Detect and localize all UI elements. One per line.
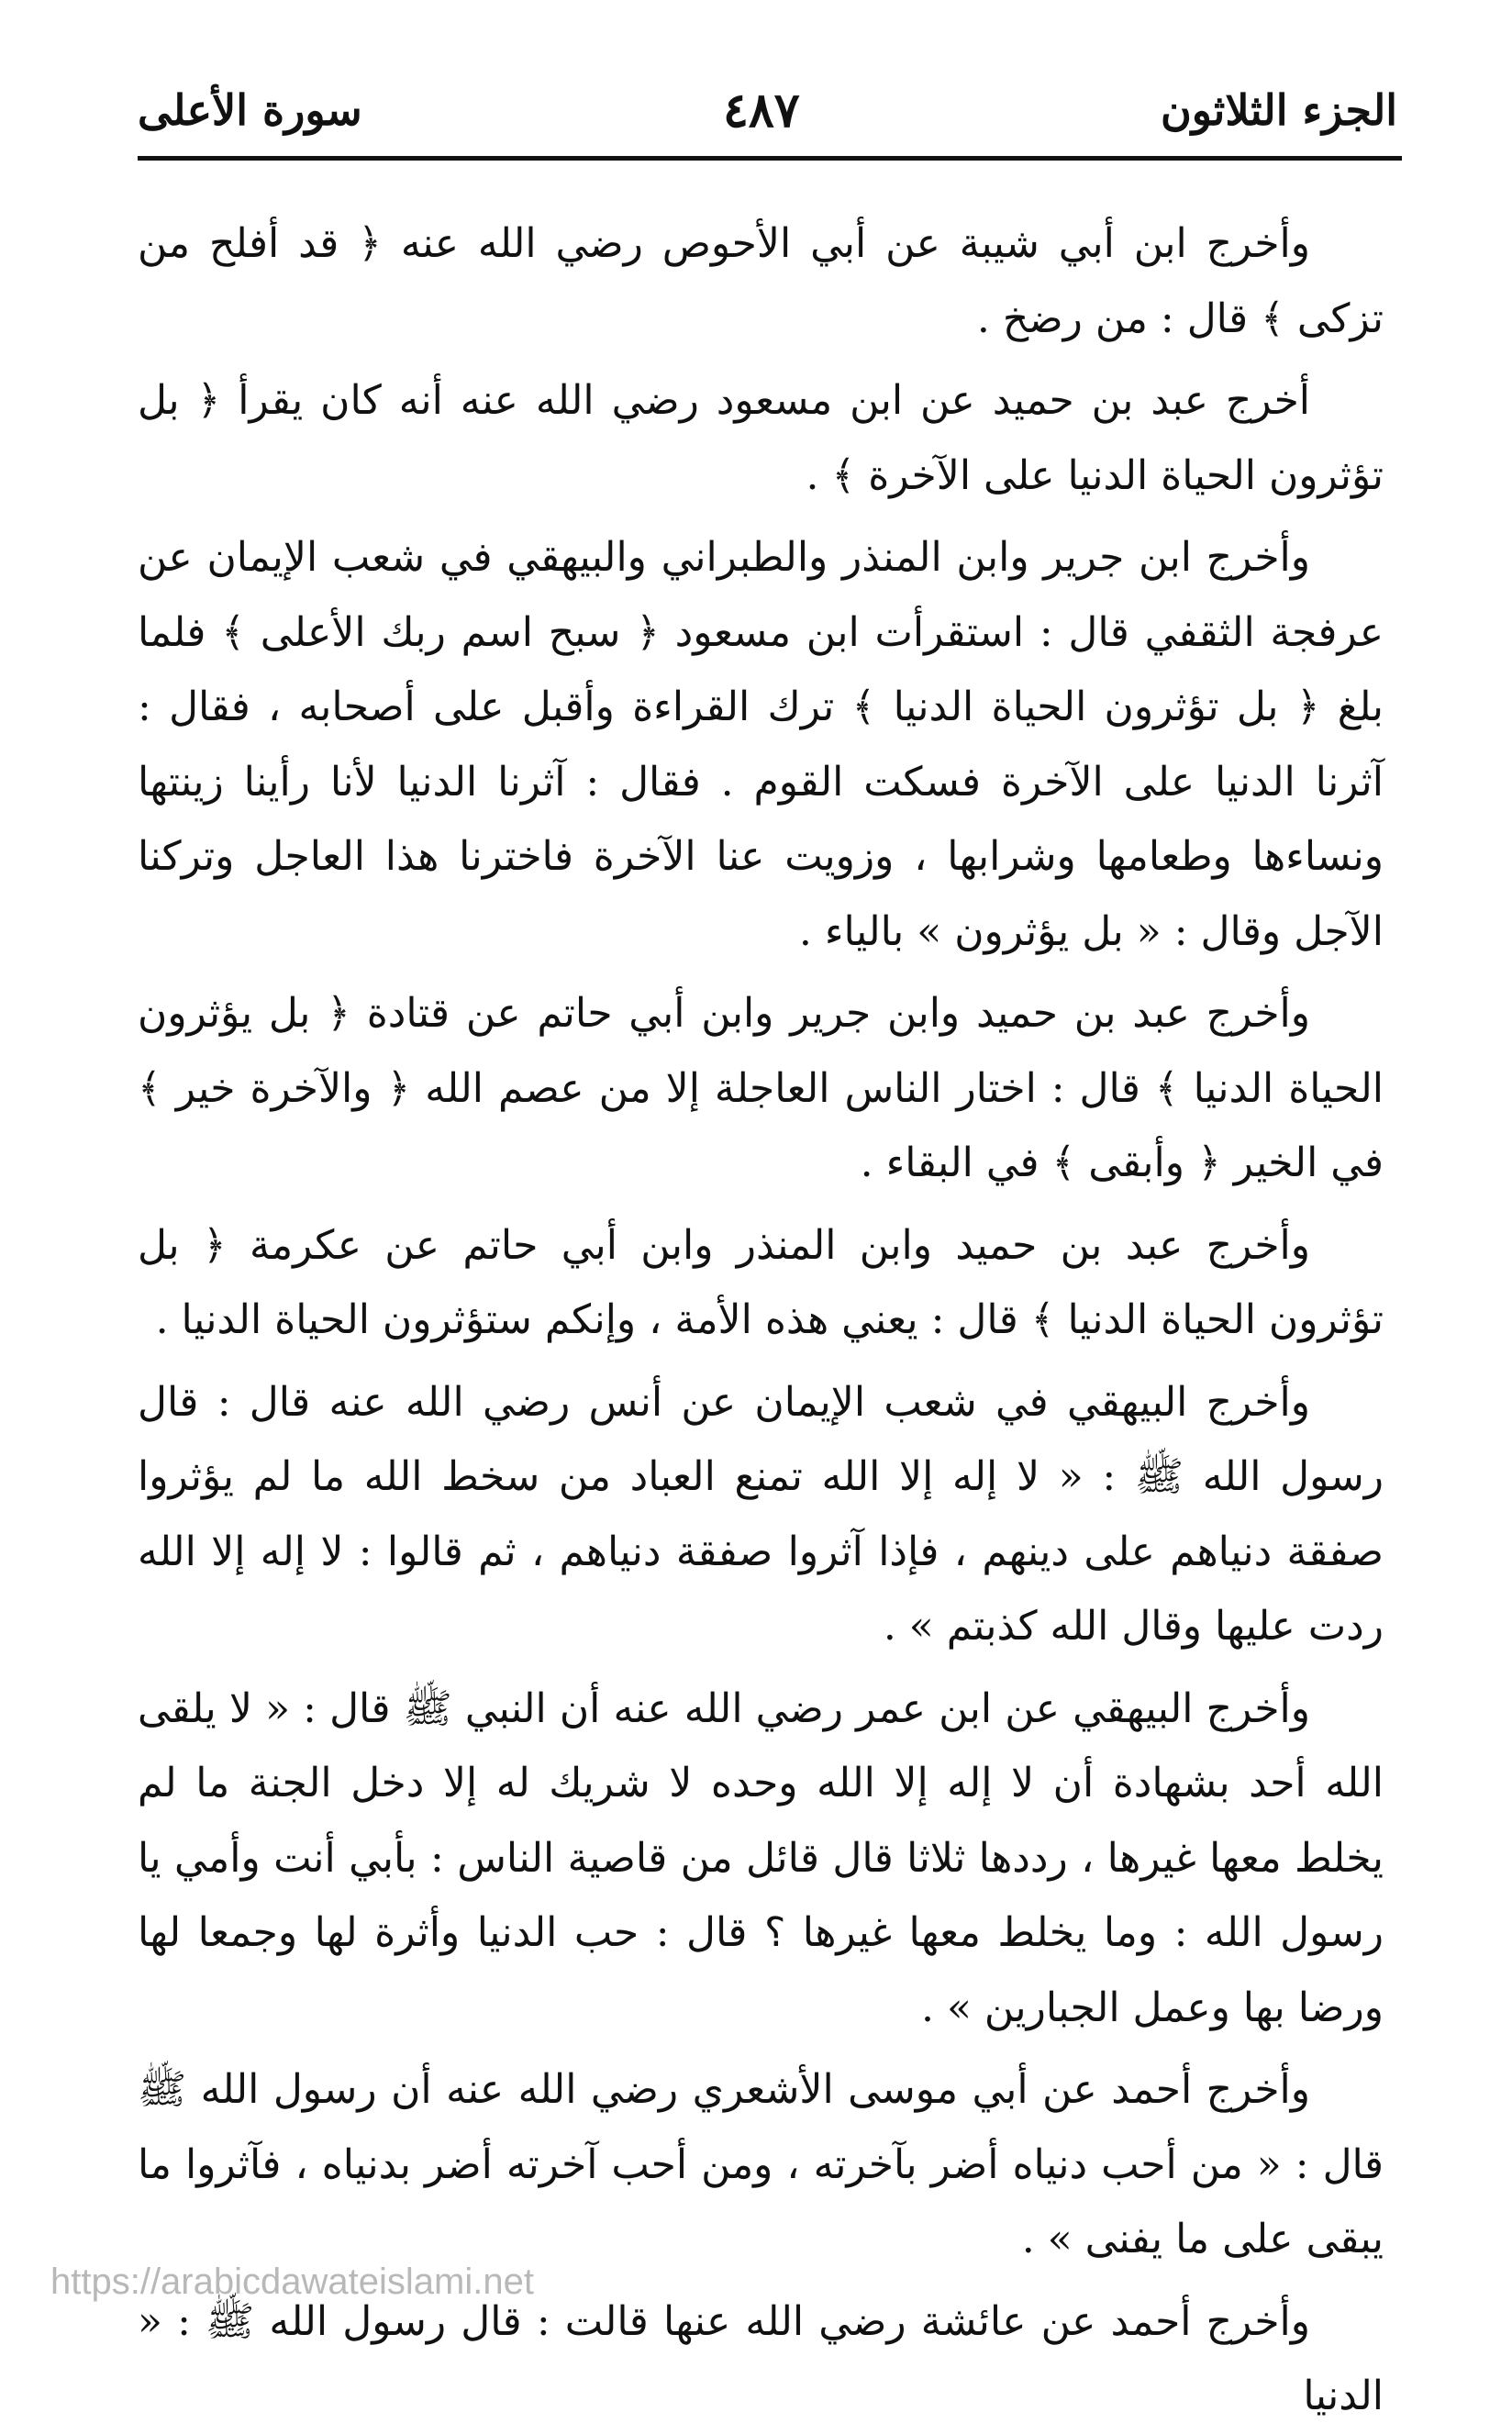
paragraph: وأخرج أحمد عن أبي موسى الأشعري رضي الله عنه أن رسول الله ﷺ قال : « من أحب دنياه أضر بآخرته ، ومن أحب آخرته أضر بدنياه ، فآثروا ما يبقى على ما يفنى » . — [138, 2066, 1384, 2262]
surah-title: سورة الأعلى — [138, 85, 362, 135]
watermark-url: https://arabicdawateislami.net — [50, 2262, 534, 2302]
paragraph: وأخرج أحمد عن عائشة رضي الله عنها قالت : قال رسول الله ﷺ : « الدنيا — [138, 2297, 1384, 2419]
page-header — [138, 64, 1397, 156]
paragraph: وأخرج عبد بن حميد وابن المنذر وابن أبي حاتم عن عكرمة ﴿ بل تؤثرون الحياة الدنيا ﴾ قال : يعني هذه الأمة ، وإنكم ستؤثرون الحياة الدنيا . — [138, 1221, 1384, 1343]
part-title: الجزء الثلاثون — [1161, 85, 1397, 135]
paragraph: وأخرج عبد بن حميد وابن جرير وابن أبي حاتم عن قتادة ﴿ بل يؤثرون الحياة الدنيا ﴾ قال : اختار الناس العاجلة إلا من عصم الله ﴿ والآخرة خير ﴾ في الخير ﴿ وأبقى ﴾ في البقاء . — [138, 990, 1384, 1186]
header-rule — [138, 156, 1402, 161]
paragraph: وأخرج ابن جرير وابن المنذر والطبراني والبيهقي في شعب الإيمان عن عرفجة الثقفي قال : استقرأت ابن مسعود ﴿ سبح اسم ربك الأعلى ﴾ فلما بلغ ﴿ بل تؤثرون الحياة الدنيا ﴾ ترك القراءة وأقبل على أصحابه ، فقال : آثرنا الدنيا على الآخرة فسكت القوم . فقال : آثرنا الدنيا لأنا رأينا زينتها ونساءها وطعامها وشرابها ، وزويت عنا الآخرة فاخترنا هذا العاجل وتركنا الآجل وقال : « بل يؤثرون » بالياء . — [138, 534, 1384, 955]
page-number: ٤٨٧ — [722, 82, 800, 139]
page-body — [138, 206, 1384, 2434]
paragraph: وأخرج البيهقي عن ابن عمر رضي الله عنه أن النبي ﷺ قال : « لا يلقى الله أحد بشهادة أن لا إله إلا الله وحده لا شريك له إلا دخل الجنة ما لم يخلط معها غيرها ، رددها ثلاثا قال قائل من قاصية الناس : بأبي أنت وأمي يا رسول الله : وما يخلط معها غيرها ؟ قال : حب الدنيا وأثرة لها وجمعا لها ورضا بها وعمل الجبارين » . — [138, 1684, 1384, 2031]
paragraph: وأخرج ابن أبي شيبة عن أبي الأحوص رضي الله عنه ﴿ قد أفلح من تزكى ﴾ قال : من رضخ . — [138, 220, 1384, 342]
paragraph: وأخرج البيهقي في شعب الإيمان عن أنس رضي الله عنه قال : قال رسول الله ﷺ : « لا إله إلا الله تمنع العباد من سخط الله ما لم يؤثروا صفقة دنياهم على دينهم ، فإذا آثروا صفقة دنياهم ، ثم قالوا : لا إله إلا الله ردت عليها وقال الله كذبتم » . — [138, 1378, 1384, 1650]
paragraph: أخرج عبد بن حميد عن ابن مسعود رضي الله عنه أنه كان يقرأ ﴿ بل تؤثرون الحياة الدنيا على الآخرة ﴾ . — [138, 377, 1384, 499]
